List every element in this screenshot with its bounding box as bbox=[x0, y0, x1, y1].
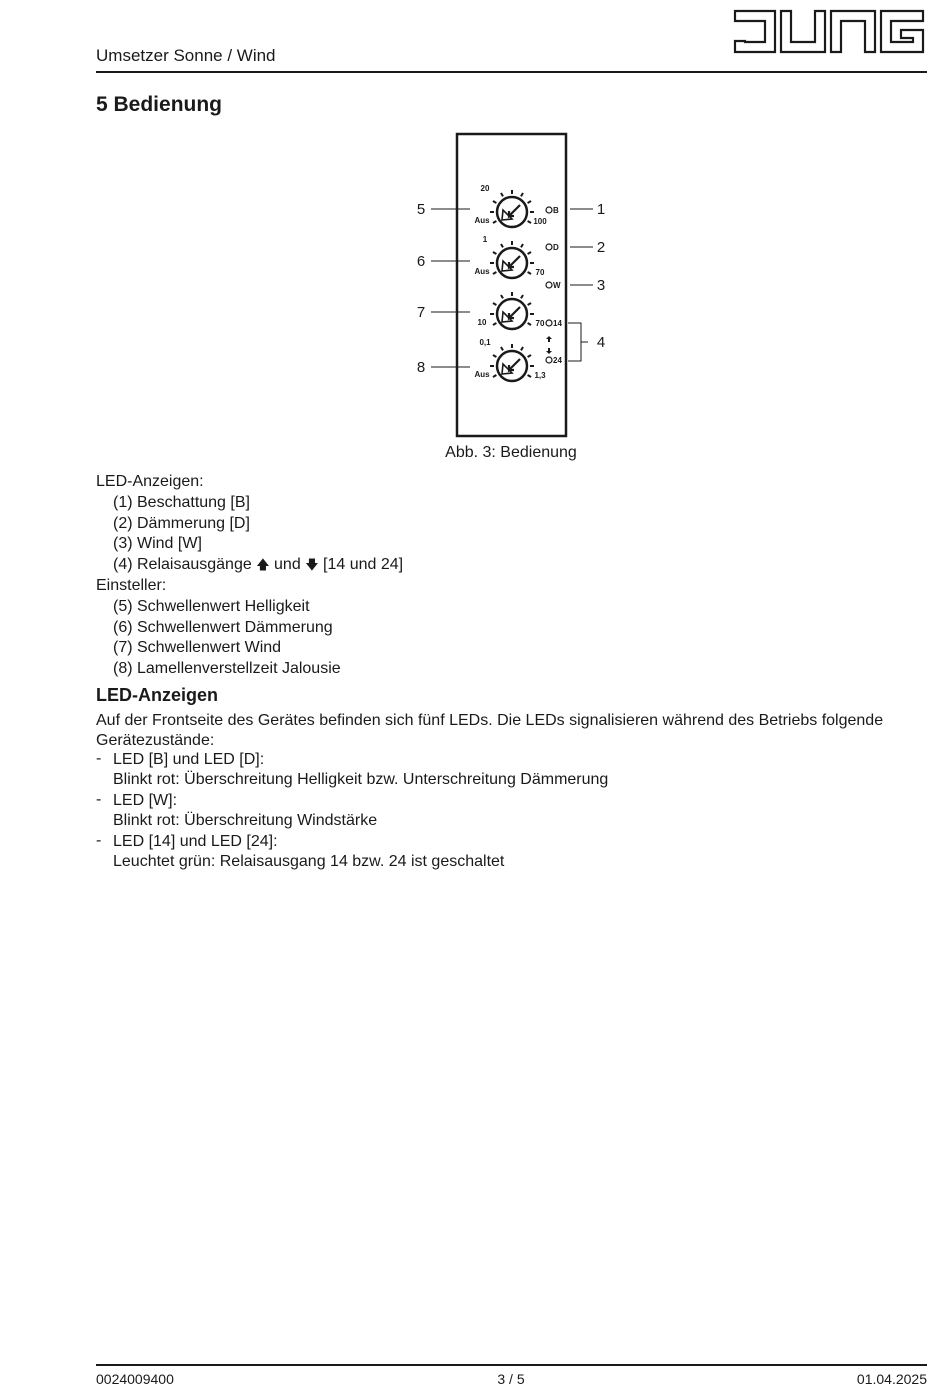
led-legend-heading: LED-Anzeigen: bbox=[96, 473, 204, 490]
arrow-down-icon: 🡇 bbox=[305, 557, 319, 573]
footer-date: 01.04.2025 bbox=[856, 1371, 927, 1387]
adjuster-dial[interactable] bbox=[474, 184, 547, 227]
device-front-diagram bbox=[400, 128, 620, 444]
arrow-up-icon: 🡅 bbox=[256, 557, 270, 573]
dial-left-label: Aus bbox=[474, 370, 490, 379]
dial-right-label: 1,3 bbox=[534, 371, 546, 380]
led-legend-item-3: (3) Wind [W] bbox=[113, 535, 202, 553]
section-title: 5 Bedienung bbox=[96, 93, 223, 116]
led-label: 14 bbox=[553, 319, 562, 328]
led-indicator bbox=[546, 356, 562, 365]
callout-number: 7 bbox=[416, 304, 426, 321]
led-indicator bbox=[546, 281, 561, 290]
device-housing bbox=[457, 134, 566, 436]
led-legend-item-1: (1) Beschattung [B] bbox=[113, 493, 250, 511]
legend-list bbox=[96, 472, 926, 680]
header-title: Umsetzer Sonne / Wind bbox=[96, 46, 276, 65]
callout-number: 2 bbox=[596, 239, 606, 256]
led-label: D bbox=[553, 243, 559, 252]
callout-number: 5 bbox=[416, 201, 426, 218]
adjuster-legend-item-6: (6) Schwellenwert Dämmerung bbox=[113, 618, 333, 636]
list-item: - LED [B] und LED [D]: Blinkt rot: Überschreitung Helligkeit bzw. Unterschreitung Dämmerung bbox=[96, 750, 926, 790]
dial-right-label: 70 bbox=[535, 319, 545, 328]
footer-page-number: 3 / 5 bbox=[497, 1371, 525, 1387]
adjuster-legend-item-7: (7) Schwellenwert Wind bbox=[113, 639, 282, 657]
led-legend-item-2: (2) Dämmerung [D] bbox=[113, 514, 250, 532]
arrow-down-icon bbox=[546, 348, 552, 354]
relay-bracket bbox=[568, 323, 588, 361]
dial-arrow-icon bbox=[509, 256, 520, 267]
relay-item-suffix: [14 und 24] bbox=[323, 556, 404, 574]
adjuster-legend-item-5: (5) Schwellenwert Helligkeit bbox=[113, 597, 310, 615]
dial-arrow-icon bbox=[509, 359, 520, 370]
adjuster-legend-heading: Einsteller: bbox=[96, 576, 167, 594]
dial-top-label: 1 bbox=[482, 235, 488, 244]
list-item-title: LED [B] und LED [D]: bbox=[113, 751, 265, 768]
figure-caption: Abb. 3: Bedienung bbox=[445, 444, 577, 461]
led-indicator bbox=[546, 319, 562, 328]
list-item-title: LED [W]: bbox=[113, 792, 178, 809]
callout-number: 1 bbox=[596, 201, 606, 218]
callout-number: 8 bbox=[416, 359, 426, 376]
adjuster-dial[interactable] bbox=[474, 235, 545, 278]
adjuster-dial[interactable] bbox=[474, 338, 546, 381]
list-item-text: Blinkt rot: Überschreitung Windstärke bbox=[113, 812, 378, 829]
footer-rule bbox=[96, 1364, 927, 1366]
arrow-up-icon bbox=[546, 336, 552, 342]
led-indicator bbox=[546, 206, 559, 215]
dial-right-label: 100 bbox=[533, 217, 547, 226]
led-label: B bbox=[553, 206, 559, 215]
list-item: - LED [14] und LED [24]: Leuchtet grün: Relaisausgang 14 bzw. 24 ist geschaltet bbox=[96, 832, 926, 872]
callout-number: 6 bbox=[416, 253, 426, 270]
header-rule bbox=[96, 71, 927, 73]
dial-top-label: 20 bbox=[480, 184, 490, 193]
footer-doc-number: 0024009400 bbox=[96, 1371, 174, 1387]
dial-arrow-icon bbox=[509, 205, 520, 216]
list-item: - LED [W]: Blinkt rot: Überschreitung Windstärke bbox=[96, 791, 926, 831]
list-item-text: Blinkt rot: Überschreitung Helligkeit bzw. Unterschreitung Dämmerung bbox=[113, 771, 609, 788]
jung-logo bbox=[731, 8, 927, 58]
led-indicator bbox=[546, 243, 559, 252]
dial-left-label: 10 bbox=[477, 318, 487, 327]
led-label: W bbox=[553, 281, 561, 290]
dial-left-label: Aus bbox=[474, 216, 490, 225]
callout-number: 4 bbox=[596, 334, 606, 351]
dial-right-label: 70 bbox=[535, 268, 545, 277]
led-label: 24 bbox=[553, 356, 562, 365]
list-item-text: Leuchtet grün: Relaisausgang 14 bzw. 24 ist geschaltet bbox=[113, 853, 505, 870]
led-legend-item-4 bbox=[96, 555, 926, 576]
dial-left-label: Aus bbox=[474, 267, 490, 276]
adjuster-legend-item-8: (8) Lamellenverstellzeit Jalousie bbox=[113, 660, 341, 678]
dial-arrow-icon bbox=[509, 307, 520, 318]
relay-item-and: und bbox=[274, 556, 301, 574]
adjuster-dial[interactable] bbox=[478, 292, 545, 329]
relay-item-prefix: (4) Relaisausgänge bbox=[113, 556, 252, 574]
callout-number: 3 bbox=[596, 277, 606, 294]
list-item-title: LED [14] und LED [24]: bbox=[113, 833, 278, 850]
dial-top-label: 0,1 bbox=[479, 338, 491, 347]
led-section-paragraph: Auf der Frontseite des Gerätes befinden sich fünf LEDs. Die LEDs signalisieren während des Betriebs folgende Gerätezustände: bbox=[96, 712, 884, 749]
led-section-heading: LED-Anzeigen bbox=[96, 685, 219, 705]
led-state-list bbox=[96, 750, 926, 873]
